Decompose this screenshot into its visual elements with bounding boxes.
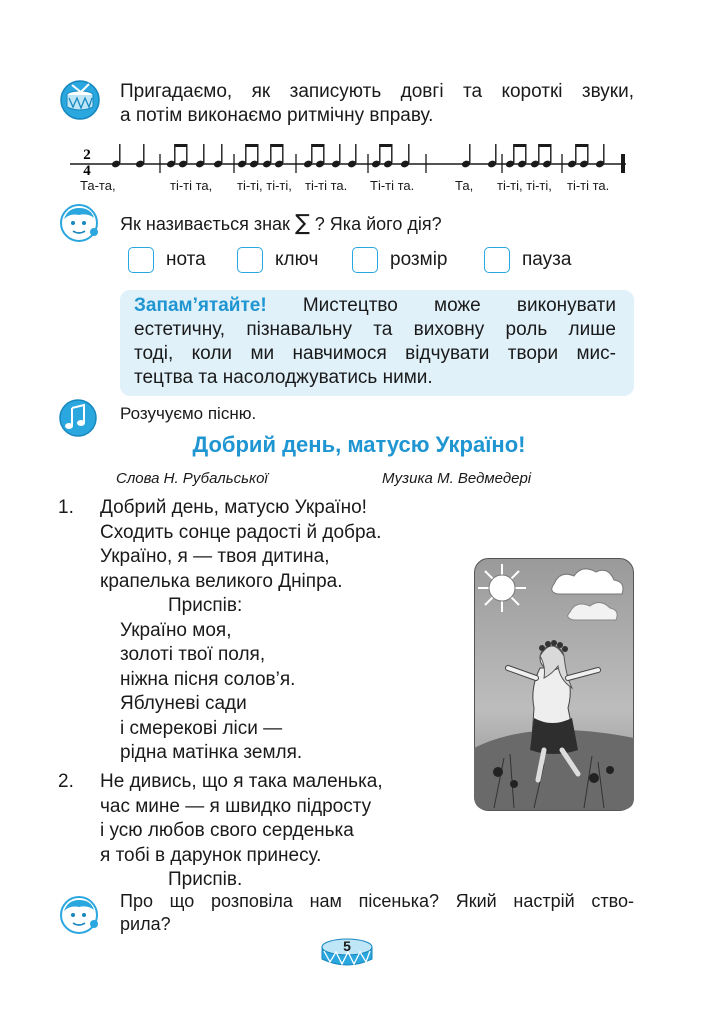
song-title: Добрий день, матусю Україно! [192, 432, 526, 457]
lyric-line: і усю любов свого серденька [100, 820, 354, 841]
song-illustration [474, 558, 634, 811]
thinking-boy-icon [58, 204, 100, 242]
rhythm-syllable: ті-ті, ті-ті, [497, 178, 552, 193]
option-pauza[interactable] [484, 247, 571, 273]
lyric-line: я тобі в дарунок принесу. [100, 844, 322, 866]
option-checkbox[interactable] [484, 247, 510, 273]
option-nota[interactable] [128, 247, 206, 273]
note-beam [576, 144, 588, 147]
rhythm-syllable: Ті-ті та. [370, 178, 415, 193]
question-after: ? Яка його дія? [314, 214, 442, 234]
note-beam [539, 144, 551, 147]
lyric-line: золоті твої поля, [120, 644, 266, 665]
option-label: нота [166, 249, 206, 270]
remember-line-1: Запам’ятайте! Мистецтво може виконувати [134, 295, 616, 316]
lyric-line: Україно, я — твоя дитина, [100, 546, 330, 567]
option-checkbox[interactable] [352, 247, 378, 273]
lyric-line: і смерекові ліси — [120, 717, 283, 739]
final-question [120, 890, 634, 936]
rhythm-syllable: Та, [455, 178, 474, 193]
page-number: 5 [343, 938, 351, 954]
chorus-end-label: Приспів. [168, 869, 243, 890]
intro-line-2: а потім виконаємо ритмічну вправу. [120, 105, 434, 126]
lyric-line: ніжна пісня солов’я. [120, 668, 296, 690]
rhythm-staff [70, 138, 640, 178]
intro-line-1: Пригадаємо, як записують довгі та короткі звуки, [120, 81, 634, 102]
lyric-line: Сходить сонце радості й добра. [100, 521, 382, 543]
option-label: ключ [275, 249, 319, 270]
rhythm-syllable: ті-ті та. [567, 178, 610, 193]
final-question-line-1: Про що розповіла нам пісенька? Який настрій ство- [120, 891, 634, 911]
remember-box [120, 290, 634, 396]
drum-icon [58, 80, 102, 120]
remember-lead: Запам’ятайте! [134, 295, 267, 316]
question-text [120, 211, 442, 236]
rhythm-syllable: Та-та, [80, 178, 116, 193]
question-before: Як називається знак [120, 214, 290, 234]
time-signature-top: 2 [83, 147, 91, 163]
option-checkbox[interactable] [128, 247, 154, 273]
final-barline [621, 154, 625, 173]
lyric-line: Добрий день, матусю Україно! [100, 497, 367, 518]
thinking-boy-icon [58, 896, 100, 934]
lyric-line: час мине — я швидко підросту [100, 795, 372, 817]
option-rozmir[interactable] [352, 247, 447, 273]
rhythm-syllable: ті-ті, ті-ті, [237, 178, 292, 193]
lyric-line: Україно моя, [120, 619, 232, 641]
sigma-symbol: ∑ [294, 211, 310, 236]
music-credit: Музика М. Ведмедері [382, 470, 532, 487]
learn-song-label: Розучуємо пісню. [120, 404, 257, 423]
lyric-line: рідна матінка земля. [120, 742, 303, 763]
note-beam [246, 144, 258, 147]
remember-line-3: тоді, коли ми навчимося відчувати твори мис- [134, 343, 616, 364]
rhythm-syllable: ті-ті та. [305, 178, 348, 193]
lyric-line: Яблуневі сади [120, 693, 247, 714]
option-label: пауза [522, 249, 572, 270]
chorus-label: Приспів: [168, 595, 243, 616]
option-kliuch[interactable] [237, 247, 318, 273]
drum-page-number-icon [316, 935, 378, 971]
verse-number: 1. [58, 497, 74, 518]
intro-text [120, 80, 634, 128]
lyrics-credit: Слова Н. Рубальської [116, 470, 268, 487]
note-beam [271, 144, 283, 147]
remember-line-4: тецтва та насолоджуватись ними. [134, 367, 433, 388]
rhythm-syllable: ті-ті та, [170, 178, 213, 193]
final-question-line-2: рила? [120, 914, 171, 934]
option-checkbox[interactable] [237, 247, 263, 273]
note-beam [514, 144, 526, 147]
note-beam [312, 144, 324, 147]
verse-number: 2. [58, 771, 74, 792]
lyric-line: крапелька великого Дніпра. [100, 570, 343, 592]
note-beam [175, 144, 187, 147]
lyric-line: Не дивись, що я така маленька, [100, 771, 383, 792]
time-signature-bottom: 4 [83, 163, 91, 178]
option-label: розмір [390, 249, 448, 270]
remember-line-2: естетичну, пізнавальну та виховну роль лише [134, 319, 616, 340]
note-beam [380, 144, 392, 147]
